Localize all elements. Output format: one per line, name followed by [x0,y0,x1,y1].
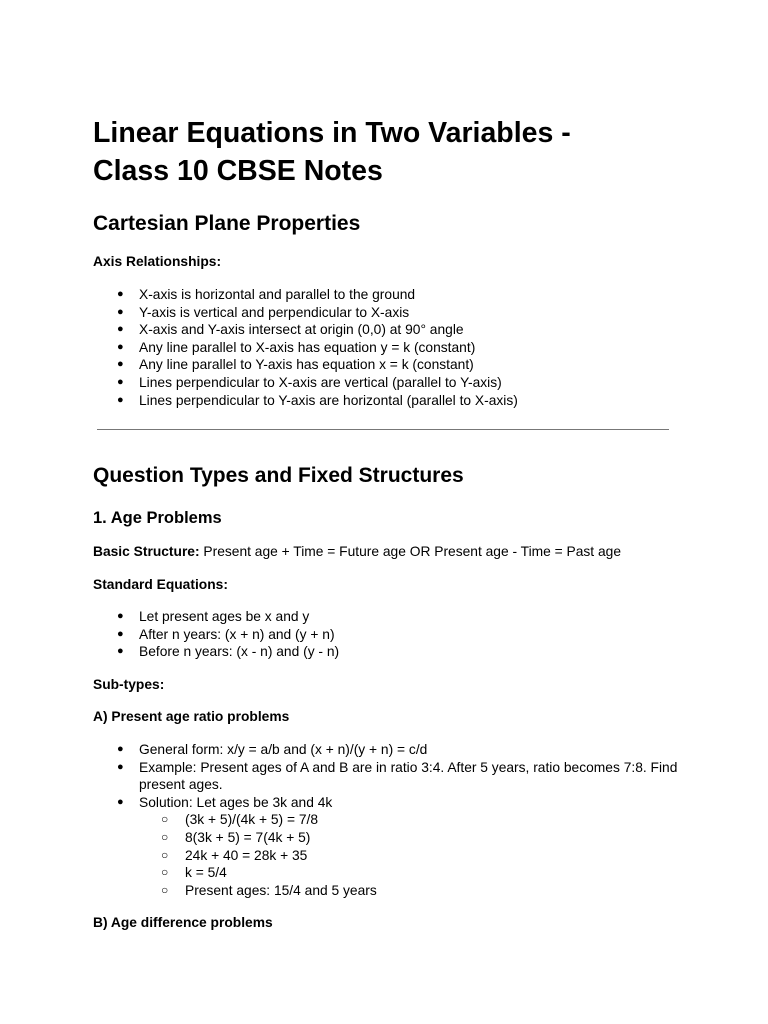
standard-equations-list [93,608,339,661]
circle-bullet-icon: ○ [161,847,169,862]
bullet-icon: ● [117,358,124,371]
list-item: ○ Present ages: 15/4 and 5 years [161,882,377,898]
list-item: ● X-axis and Y-axis intersect at origin (0,0) at 90° angle [117,322,464,338]
bullet-icon: ● [117,323,124,336]
list-item: ● After n years: (x + n) and (y + n) [117,626,335,642]
list-item: ● Example: Present ages of A and B are in ratio 3:4. After 5 years, ratio becomes 7:8. Find present ages. [117,759,678,793]
basic-structure-paragraph [93,543,621,561]
bullet-icon: ● [117,645,124,658]
basic-structure-label: Basic Structure: [93,544,200,559]
circle-bullet-icon: ○ [161,882,169,897]
list-item: ● Y-axis is vertical and perpendicular to X-axis [117,304,410,320]
circle-bullet-icon: ○ [161,865,169,880]
basic-structure-text: Present age + Time = Future age OR Present age - Time = Past age [199,544,621,559]
horizontal-divider [97,429,669,430]
list-item: ● Before n years: (x - n) and (y - n) [117,644,340,660]
bullet-icon: ● [117,627,124,640]
list-item: ○ (3k + 5)/(4k + 5) = 7/8 [161,812,319,828]
age-difference-heading: B) Age difference problems [93,915,273,930]
bullet-icon: ● [117,760,124,773]
subsection-heading-age-problems: 1. Age Problems [93,509,222,527]
circle-bullet-icon: ○ [161,829,169,844]
bullet-icon: ● [117,610,124,622]
list-item: ○ 24k + 40 = 28k + 35 [161,847,308,863]
standard-equations-label: Standard Equations: [93,577,228,592]
list-item: ● General form: x/y = a/b and (x + n)/(y + n) = c/d [117,742,428,757]
bullet-icon: ● [117,393,124,406]
list-item: ● Solution: Let ages be 3k and 4k ○ (3k + 5)/(4k + 5) = 7/8 ○ 8(3k + 5) = 7(4k + 5) ○ 24k + 40 = 28k + 35 ○ k = 5/4 ○ Present ages: 15/4 and 5 years [93,794,679,900]
circle-bullet-icon: ○ [161,812,169,827]
list-item: ● Any line parallel to Y-axis has equation x = k (constant) [117,357,474,373]
bullet-icon: ● [117,305,124,318]
title-line-1: Linear Equations in Two Variables - [93,117,571,149]
section-heading-cartesian: Cartesian Plane Properties [93,212,361,235]
page-title [93,114,693,190]
axis-relationships-list [93,286,518,409]
sub-types-label: Sub-types: [93,677,165,692]
list-item: ○ k = 5/4 [161,865,227,881]
present-age-ratio-list [93,741,679,899]
list-item: ● Lines perpendicular to Y-axis are horizontal (parallel to X-axis) [117,392,518,408]
list-item: ● X-axis is horizontal and parallel to the ground [117,287,416,302]
bullet-icon: ● [117,340,124,353]
solution-steps-list [139,811,679,899]
list-item: ● Any line parallel to X-axis has equation y = k (constant) [117,339,476,355]
present-age-ratio-heading: A) Present age ratio problems [93,709,290,724]
section-heading-question-types: Question Types and Fixed Structures [93,464,464,487]
bullet-icon: ● [117,288,124,300]
title-line-2: Class 10 CBSE Notes [93,155,383,187]
bullet-icon: ● [117,375,124,388]
bullet-icon: ● [117,743,124,755]
bullet-icon: ● [117,795,124,808]
list-item: ○ 8(3k + 5) = 7(4k + 5) [161,829,311,845]
list-item: ● Let present ages be x and y [117,609,310,624]
list-item: ● Lines perpendicular to X-axis are vertical (parallel to Y-axis) [117,374,502,390]
axis-relationships-label: Axis Relationships: [93,254,222,269]
